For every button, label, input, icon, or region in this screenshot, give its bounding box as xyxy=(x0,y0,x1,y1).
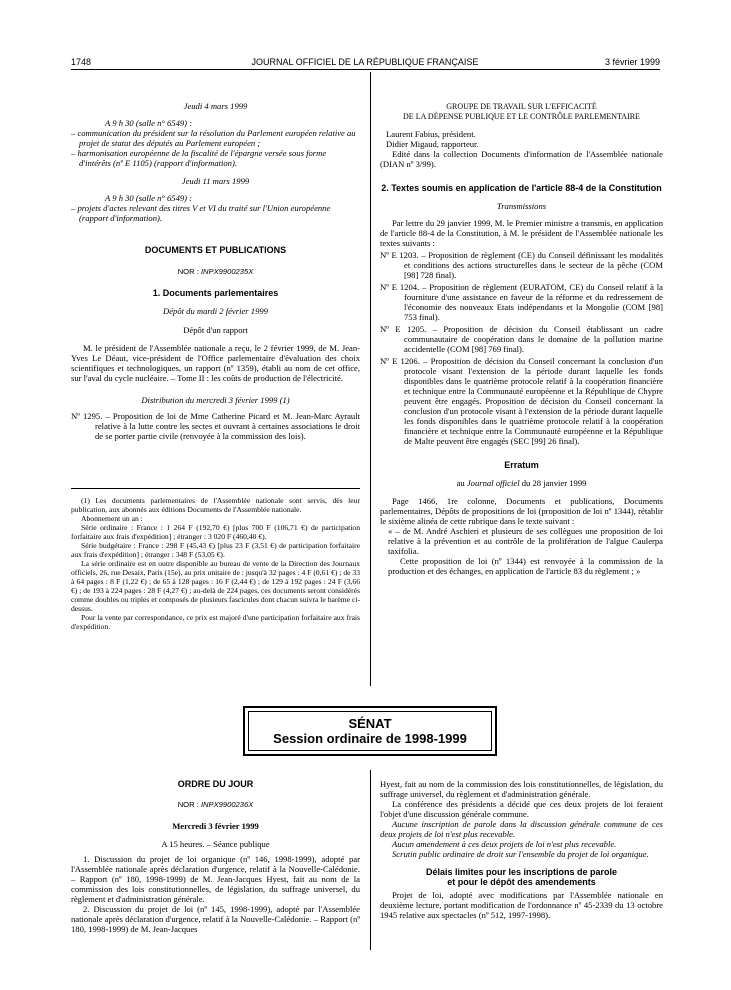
hyest-continuation: Hyest, fait au nom de la commission des lois constitutionnelles, de législation, du suffrage universel, du règlement et d'administration générale. xyxy=(380,779,663,799)
aucun-amendement: Aucun amendement à ces deux projets de loi n'est plus recevable. xyxy=(392,839,617,849)
footnote-intro: (1) Les documents parlementaires de l'Assemblée nationale sont servis, dès leur publication, aux abonnés aux éditions Documents de l'Assemblée nationale. xyxy=(71,496,360,514)
erratum-quote-2: Cette proposition de loi (nº 1344) est renvoyée à la commission de la production et des échanges, en application de l'article 83 du règlement ; » xyxy=(388,556,663,576)
erratum-sub-pre: au xyxy=(456,478,465,488)
right-column xyxy=(380,102,663,576)
item-e1205: Nº E 1205. – Proposition de décision du Conseil établissant un cadre communautaire de coopération dans le domaine de la pollution marine accidentelle (COM [98] 769 final). xyxy=(380,324,663,354)
fabius-line: Laurent Fabius, président. xyxy=(386,129,476,139)
seance-line: A 15 heures. – Séance publique xyxy=(161,839,270,849)
delais-heading-1: Délais limites pour les inscriptions de parole xyxy=(425,867,618,877)
item-e1206: Nº E 1206. – Proposition de décision du Conseil concernant la conclusion d'un protocole visant l'extension de la période durant laquelle les fonds disponibles dans le quatrième protocole relatif à la coopération financière et technique entre la Communauté européenne et la République de Chypre peuvent être engagés. Proposition de décision du Conseil concernant la conclusion d'un protocole visant à l'extension de la période durant laquelle les fonds disponibles dans le quatrième protocole relatif à la coopération financière et technique entre la Communauté européenne et la République de Malte peuvent être engagés (SEC [99] 26 final). xyxy=(380,356,663,446)
migaud-line: Didier Migaud, rapporteur. xyxy=(386,139,479,149)
transmission-intro: Par lettre du 29 janvier 1999, M. le Premier ministre a transmis, en application de l'article 88-4 de la Constitution, à M. le président de l'Assemblée nationale les textes suivants : xyxy=(380,218,663,248)
section-documents-parlementaires: 1. Documents parlementaires xyxy=(152,288,279,298)
left-column xyxy=(71,101,360,441)
scrutin-public: Scrutin public ordinaire de droit sur l'ensemble du projet de loi organique. xyxy=(392,849,649,859)
time-slot-1: A 9 h 30 (salle n° 6549) : xyxy=(105,118,193,128)
header-rule xyxy=(71,69,660,70)
footnote-vente: La série ordinaire est en outre disponible au bureau de vente de la Direction des Journaux officiels, 26, rue Desaix, Paris (15e), au prix unitaire de : jusqu'à 32 pages : 4 F (0,61 €) ; de 33 à 64 pages : 8 F (1,22 €) ; de 65 à 128 pages : 16 F (2,44 €) ; de 129 à 192 pages : 24 F (3,66 €) ; de 193 à 224 pages : 28 F (4,27 €) ; au-delà de 224 pages, ces documents seront considérés comme doubles ou triples et composés de plusieurs fascicules dont chacun suivra le barème ci-dessus. xyxy=(71,559,360,613)
senat-title: SÉNAT xyxy=(348,716,392,731)
erratum-sub-post: du 28 janvier 1999 xyxy=(521,478,587,488)
depot-rapport-heading: Dépôt d'un rapport xyxy=(183,325,248,335)
nor-label-2: NOR : xyxy=(177,800,199,809)
senat-left-column xyxy=(71,779,360,934)
date-jeudi-4-mars: Jeudi 4 mars 1999 xyxy=(183,101,248,111)
section-article-88-4: 2. Textes soumis en application de l'article 88-4 de la Constitution xyxy=(381,183,662,193)
footnote xyxy=(71,496,360,631)
footnote-abonnement: Abonnement un an : xyxy=(81,514,143,523)
nor-reference-1 xyxy=(71,267,360,277)
senat-banner xyxy=(243,706,497,756)
mercredi-heading: Mercredi 3 février 1999 xyxy=(172,821,259,831)
groupe-heading-1: GROUPE DE TRAVAIL SUR L'EFFICACITÉ xyxy=(446,102,597,111)
footnote-correspondance: Pour la vente par correspondance, ce prix est majoré d'une participation forfaitaire aux frais d'expédition. xyxy=(71,613,360,631)
agenda-item-parlement: – communication du président sur la résolution du Parlement européen relative au projet de statut des députés au Parlement européen ; xyxy=(71,128,356,148)
proposition-1295: Nº 1295. – Proposition de loi de Mme Catherine Picard et M. Jean-Marc Ayrault relative à la lutte contre les sectes et ouvrant à certaines associations le droit de se porter partie civile (renvoyée à la commission des lois). xyxy=(71,411,360,441)
item-e1204: Nº E 1204. – Proposition de règlement (EURATOM, CE) du Conseil relatif à la fourniture d'une assistance en faveur de la réforme et du redressement de l'économie des nouveaux Etats indépendants et la Mongolie (COM [98] 753 final). xyxy=(380,282,663,322)
erratum-subheading xyxy=(380,478,663,488)
erratum-quote-1: « – de M. André Aschieri et plusieurs de ses collègues une proposition de loi relative à la prévention et au contrôle de la prolifération de l'algue Caulerpa taxifolia. xyxy=(388,526,663,556)
discussion-1: 1. Discussion du projet de loi organique (nº 146, 1998-1999), adopté par l'Assemblée nationale après déclaration d'urgence, relatif à la Nouvelle-Calédonie. – Rapport (nº 180, 1998-1999) de M. Jean-Jacques Hyest, fait au nom de la commission des lois constitutionnelles, de législation, du suffrage universel, du règlement et d'administration générale. xyxy=(71,854,360,904)
distribution-date: Distribution du mercredi 3 février 1999 (1) xyxy=(141,395,290,405)
footnote-serie-ordinaire: Série ordinaire : France : 1 264 F (192,70 €) [plus 700 F (106,71 €) de participation forfaitaire aux frais d'expédition] ; étranger : 3 020 F (460,40 €). xyxy=(71,523,360,541)
nor-code-2: INPX9900236X xyxy=(200,800,254,809)
page-number: 1748 xyxy=(71,57,92,67)
nor-label: NOR : xyxy=(177,267,199,276)
erratum-journal-officiel: Journal officiel xyxy=(466,478,520,488)
footnote-rule xyxy=(71,488,360,489)
erratum-text: Page 1466, 1re colonne, Documents et publications, Documents parlementaires, Dépôts de propositions de loi (proposition de loi nº 1344), rétablir le sixième alinéa de cette rubrique dans le texte suivant : xyxy=(380,496,663,526)
depot-rapport-text: M. le président de l'Assemblée nationale a reçu, le 2 février 1999, de M. Jean-Yves Le Déaut, vice-président de l'Office parlementaire d'évaluation des choix scientifiques et technologiques, un rapport (nº 1359), établi au nom de cet office, sur l'aval du cycle nucléaire. – Tome II : les coûts de production de l'électricité. xyxy=(71,343,360,383)
nor-reference-2 xyxy=(71,800,360,810)
erratum-heading: Erratum xyxy=(504,460,539,470)
item-e1203: Nº E 1203. – Proposition de règlement (CE) du Conseil définissant les modalités et conditions des actions structurelles dans le secteur de la pêche (COM [98] 728 final). xyxy=(380,250,663,280)
edite-line: Edité dans la collection Documents d'information de l'Assemblée nationale (DIAN nº 3/99). xyxy=(380,149,663,169)
date-jeudi-11-mars: Jeudi 11 mars 1999 xyxy=(181,176,250,186)
column-divider-bottom xyxy=(370,770,371,950)
senat-session: Session ordinaire de 1998-1999 xyxy=(273,731,467,746)
delais-heading-2: et pour le dépôt des amendements xyxy=(447,877,596,887)
agenda-item-projets-actes: – projets d'actes relevant des titres V et VI du traité sur l'Union européenne (rapport d'information). xyxy=(71,203,331,223)
senat-right-column xyxy=(380,779,663,920)
agenda-item-fiscalite: – harmonisation européenne de la fiscalité de l'épargne versée sous forme d'intérêts (nº E 1105) (rapport d'information). xyxy=(71,148,327,168)
projet-loi-spectacles: Projet de loi, adopté avec modifications par l'Assemblée nationale en deuxième lecture, portant modification de l'ordonnance nº 45-2339 du 13 octobre 1945 relative aux spectacles (nº 512, 1997-1998). xyxy=(380,890,663,920)
aucune-inscription: Aucune inscription de parole dans la discussion générale commune de ces deux projets de loi n'est plus recevable. xyxy=(380,819,663,839)
header-date: 3 février 1999 xyxy=(604,57,660,67)
depot-date: Dépôt du mardi 2 février 1999 xyxy=(163,306,268,316)
ordre-du-jour-heading: ORDRE DU JOUR xyxy=(177,779,254,789)
nor-code: INPX9900235X xyxy=(200,267,254,276)
journal-title: JOURNAL OFFICIEL DE LA RÉPUBLIQUE FRANÇAISE xyxy=(251,57,479,67)
conference-presidents: La conférence des présidents a décidé que ces deux projets de loi feraient l'objet d'une discussion générale commune. xyxy=(380,799,663,819)
documents-publications-heading: DOCUMENTS ET PUBLICATIONS xyxy=(144,245,287,255)
transmissions-heading: Transmissions xyxy=(496,201,547,211)
column-divider-top xyxy=(370,72,371,686)
groupe-heading-2: DE LA DÉPENSE PUBLIQUE ET LE CONTRÔLE PARLEMENTAIRE xyxy=(403,112,640,121)
time-slot-2: A 9 h 30 (salle n° 6549) : xyxy=(105,193,193,203)
footnote-serie-budgetaire: Série budgétaire : France : 298 F (45,43 €) [plus 23 F (3,51 €) de participation forfaitaire aux frais d'expédition] ; étranger : 348 F (53,05 €). xyxy=(71,541,360,559)
discussion-2: 2. Discussion du projet de loi (nº 145, 1998-1999), adopté par l'Assemblée nationale après déclaration d'urgence, relatif à la Nouvelle-Calédonie. – Rapport (nº 180, 1998-1999) de M. Jean-Jacques xyxy=(71,904,360,934)
